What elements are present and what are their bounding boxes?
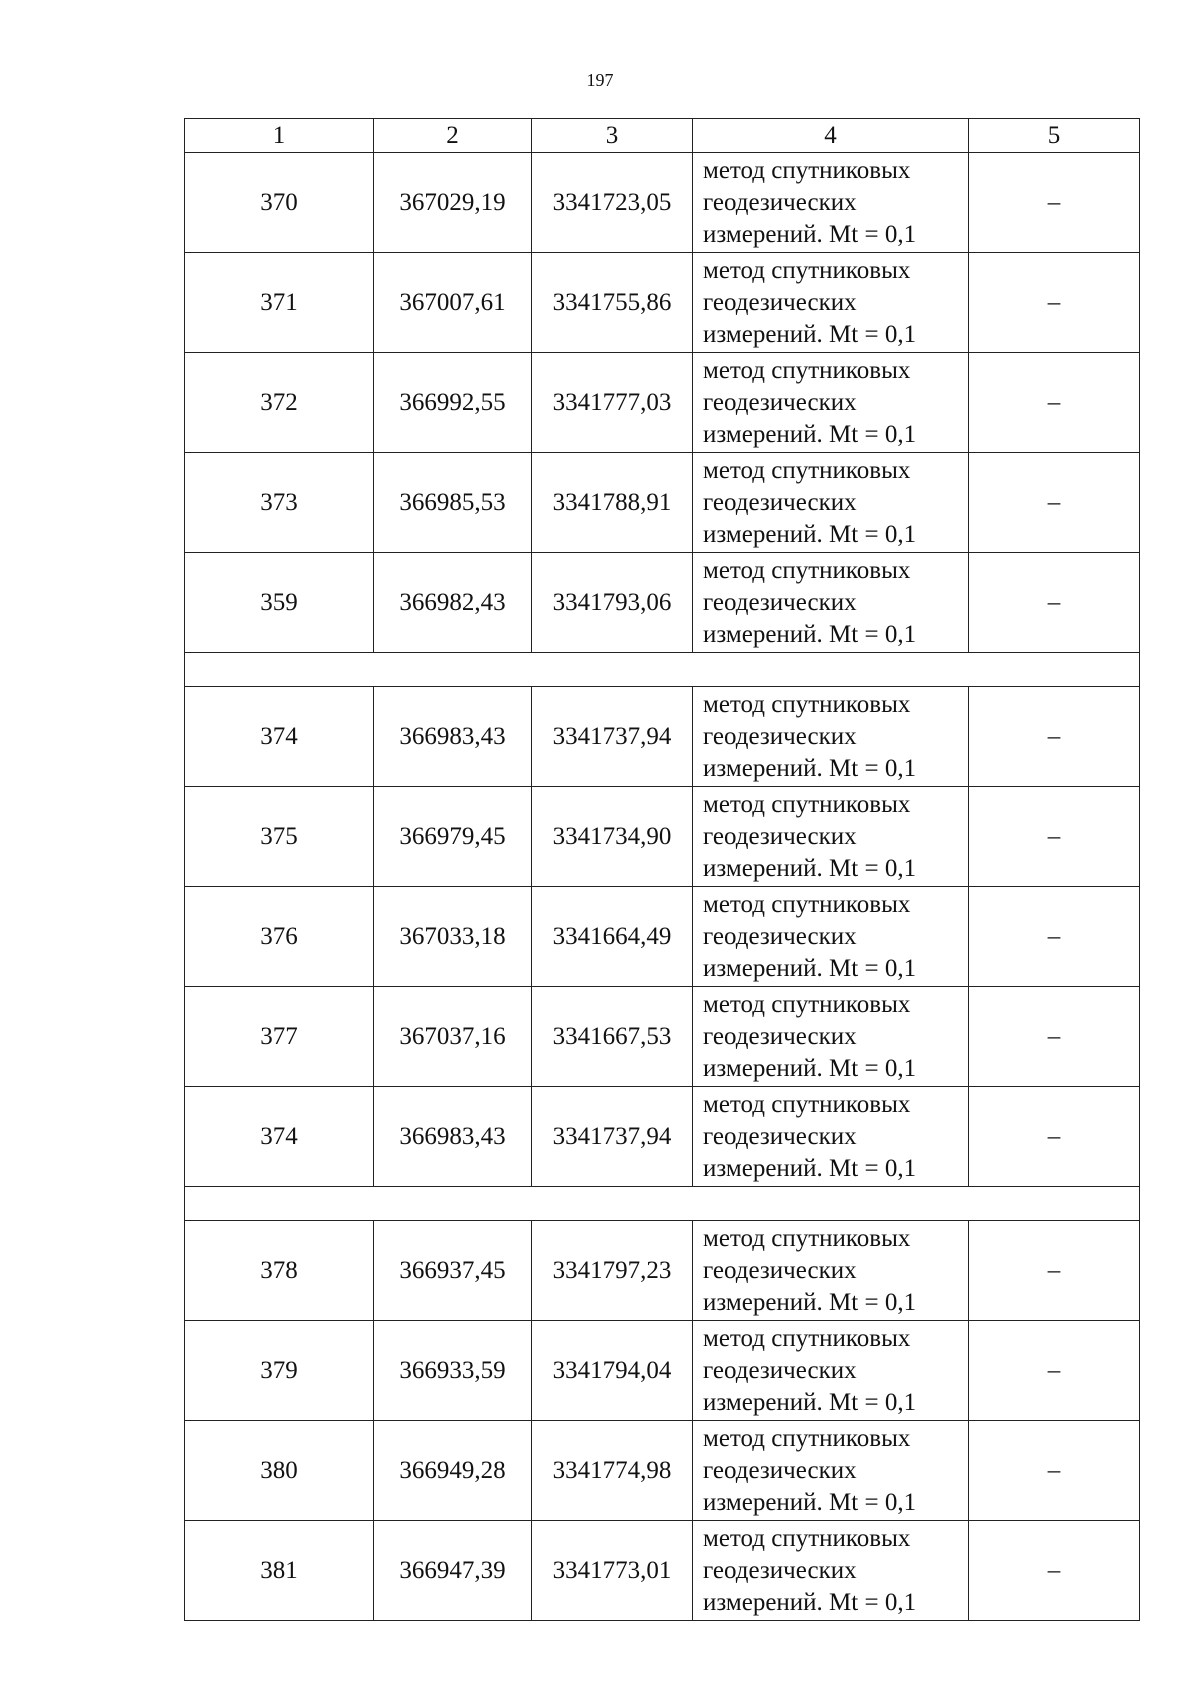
y-coordinate-cell: 3341755,86 (532, 253, 693, 353)
method-text-line: измерений. Mt = 0,1 (703, 1488, 917, 1516)
method-text-line: метод спутниковых (703, 156, 911, 184)
x-coordinate-cell: 367037,16 (374, 987, 532, 1087)
method-cell (693, 1087, 969, 1187)
y-coordinate-cell: 3341774,98 (532, 1421, 693, 1521)
x-coordinate-cell: 366983,43 (374, 687, 532, 787)
method-cell (693, 553, 969, 653)
point-number-cell: 378 (185, 1221, 374, 1321)
method-text-line: измерений. Mt = 0,1 (703, 1154, 917, 1182)
table-row (185, 253, 1140, 353)
method-text-line: метод спутниковых (703, 890, 911, 918)
note-cell: – (969, 1521, 1140, 1621)
method-cell (693, 987, 969, 1087)
note-cell: – (969, 987, 1140, 1087)
point-number-cell: 359 (185, 553, 374, 653)
method-text-line: измерений. Mt = 0,1 (703, 1054, 917, 1082)
table-row (185, 1421, 1140, 1521)
method-text-line: измерений. Mt = 0,1 (703, 1388, 917, 1416)
x-coordinate-cell: 366947,39 (374, 1521, 532, 1621)
method-text-line: метод спутниковых (703, 1524, 911, 1552)
method-text-line: метод спутниковых (703, 256, 911, 284)
y-coordinate-cell: 3341794,04 (532, 1321, 693, 1421)
note-cell: – (969, 1221, 1140, 1321)
method-cell (693, 1221, 969, 1321)
column-header-3: 3 (532, 119, 693, 153)
x-coordinate-cell: 366949,28 (374, 1421, 532, 1521)
note-cell: – (969, 887, 1140, 987)
method-text-line: геодезических (703, 1122, 857, 1150)
method-text-line: метод спутниковых (703, 690, 911, 718)
point-number-cell: 370 (185, 153, 374, 253)
method-text-line: измерений. Mt = 0,1 (703, 520, 917, 548)
x-coordinate-cell: 366933,59 (374, 1321, 532, 1421)
method-text-line: геодезических (703, 822, 857, 850)
table-row (185, 1521, 1140, 1621)
method-text-line: геодезических (703, 922, 857, 950)
method-text-line: метод спутниковых (703, 456, 911, 484)
note-cell: – (969, 553, 1140, 653)
group-separator-cell (185, 653, 1140, 687)
method-text-line: геодезических (703, 188, 857, 216)
table-row (185, 887, 1140, 987)
method-text-line: измерений. Mt = 0,1 (703, 754, 917, 782)
point-number-cell: 374 (185, 687, 374, 787)
table-row (185, 553, 1140, 653)
group-separator-cell (185, 1187, 1140, 1221)
method-text-line: геодезических (703, 1022, 857, 1050)
y-coordinate-cell: 3341723,05 (532, 153, 693, 253)
method-text-line: геодезических (703, 1256, 857, 1284)
coordinates-table (184, 118, 1140, 1621)
point-number-cell: 373 (185, 453, 374, 553)
x-coordinate-cell: 366985,53 (374, 453, 532, 553)
method-cell (693, 353, 969, 453)
point-number-cell: 371 (185, 253, 374, 353)
method-cell (693, 253, 969, 353)
note-cell: – (969, 353, 1140, 453)
y-coordinate-cell: 3341777,03 (532, 353, 693, 453)
table-header-row (185, 119, 1140, 153)
method-text-line: геодезических (703, 588, 857, 616)
table-row (185, 353, 1140, 453)
method-cell (693, 1421, 969, 1521)
page-number: 197 (586, 70, 614, 90)
method-text-line: геодезических (703, 1356, 857, 1384)
point-number-cell: 376 (185, 887, 374, 987)
y-coordinate-cell: 3341734,90 (532, 787, 693, 887)
point-number-cell: 377 (185, 987, 374, 1087)
note-cell: – (969, 687, 1140, 787)
y-coordinate-cell: 3341664,49 (532, 887, 693, 987)
x-coordinate-cell: 366992,55 (374, 353, 532, 453)
column-header-4: 4 (693, 119, 969, 153)
table-row (185, 787, 1140, 887)
table-row (185, 1221, 1140, 1321)
method-text-line: измерений. Mt = 0,1 (703, 954, 917, 982)
group-separator-row (185, 1187, 1140, 1221)
table-row (185, 987, 1140, 1087)
method-text-line: измерений. Mt = 0,1 (703, 1588, 917, 1616)
method-text-line: измерений. Mt = 0,1 (703, 220, 917, 248)
y-coordinate-cell: 3341797,23 (532, 1221, 693, 1321)
method-text-line: геодезических (703, 722, 857, 750)
note-cell: – (969, 787, 1140, 887)
method-text-line: измерений. Mt = 0,1 (703, 620, 917, 648)
method-cell (693, 687, 969, 787)
x-coordinate-cell: 367033,18 (374, 887, 532, 987)
note-cell: – (969, 253, 1140, 353)
method-text-line: метод спутниковых (703, 990, 911, 1018)
table-row (185, 1321, 1140, 1421)
column-header-2: 2 (374, 119, 532, 153)
method-text-line: геодезических (703, 1456, 857, 1484)
x-coordinate-cell: 366937,45 (374, 1221, 532, 1321)
method-text-line: метод спутниковых (703, 1224, 911, 1252)
method-text-line: геодезических (703, 288, 857, 316)
table-row (185, 687, 1140, 787)
method-text-line: геодезических (703, 388, 857, 416)
y-coordinate-cell: 3341667,53 (532, 987, 693, 1087)
y-coordinate-cell: 3341793,06 (532, 553, 693, 653)
point-number-cell: 372 (185, 353, 374, 453)
y-coordinate-cell: 3341737,94 (532, 1087, 693, 1187)
method-text-line: измерений. Mt = 0,1 (703, 854, 917, 882)
point-number-cell: 379 (185, 1321, 374, 1421)
point-number-cell: 381 (185, 1521, 374, 1621)
note-cell: – (969, 1421, 1140, 1521)
x-coordinate-cell: 366983,43 (374, 1087, 532, 1187)
method-cell (693, 153, 969, 253)
note-cell: – (969, 1087, 1140, 1187)
note-cell: – (969, 453, 1140, 553)
column-header-1: 1 (185, 119, 374, 153)
method-text-line: метод спутниковых (703, 1324, 911, 1352)
method-text-line: геодезических (703, 1556, 857, 1584)
method-text-line: метод спутниковых (703, 790, 911, 818)
note-cell: – (969, 1321, 1140, 1421)
point-number-cell: 374 (185, 1087, 374, 1187)
point-number-cell: 380 (185, 1421, 374, 1521)
method-text-line: метод спутниковых (703, 1424, 911, 1452)
method-text-line: геодезических (703, 488, 857, 516)
method-cell (693, 453, 969, 553)
group-separator-row (185, 653, 1140, 687)
y-coordinate-cell: 3341788,91 (532, 453, 693, 553)
method-text-line: измерений. Mt = 0,1 (703, 320, 917, 348)
coordinates-table-body (185, 119, 1140, 1621)
method-cell (693, 1521, 969, 1621)
note-cell: – (969, 153, 1140, 253)
method-cell (693, 887, 969, 987)
x-coordinate-cell: 366982,43 (374, 553, 532, 653)
y-coordinate-cell: 3341773,01 (532, 1521, 693, 1621)
x-coordinate-cell: 366979,45 (374, 787, 532, 887)
method-cell (693, 787, 969, 887)
method-cell (693, 1321, 969, 1421)
x-coordinate-cell: 367007,61 (374, 253, 532, 353)
method-text-line: метод спутниковых (703, 1090, 911, 1118)
method-text-line: метод спутниковых (703, 556, 911, 584)
method-text-line: измерений. Mt = 0,1 (703, 420, 917, 448)
y-coordinate-cell: 3341737,94 (532, 687, 693, 787)
method-text-line: измерений. Mt = 0,1 (703, 1288, 917, 1316)
table-row (185, 453, 1140, 553)
point-number-cell: 375 (185, 787, 374, 887)
table-row (185, 153, 1140, 253)
column-header-5: 5 (969, 119, 1140, 153)
method-text-line: метод спутниковых (703, 356, 911, 384)
table-row (185, 1087, 1140, 1187)
x-coordinate-cell: 367029,19 (374, 153, 532, 253)
